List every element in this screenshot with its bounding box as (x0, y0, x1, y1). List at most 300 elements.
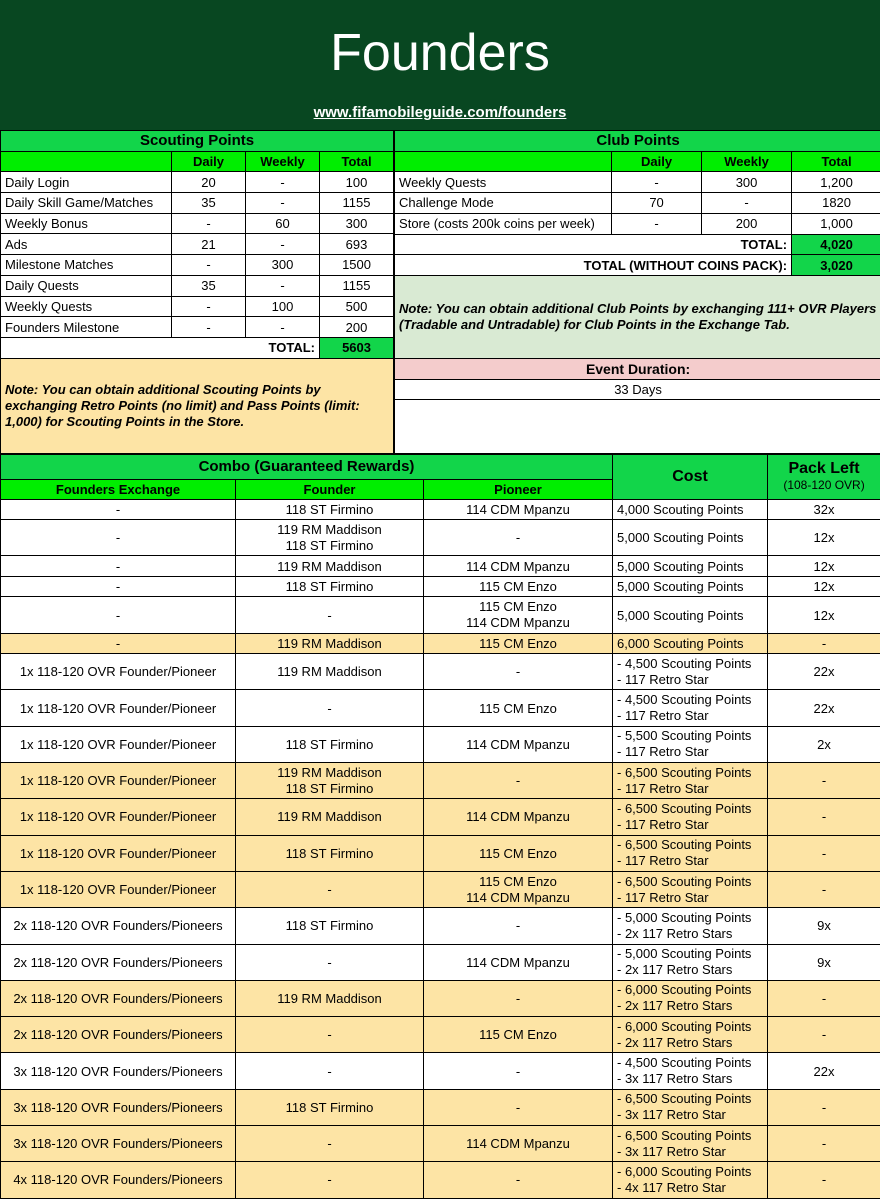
row-daily: - (612, 172, 702, 193)
row-founder (236, 944, 424, 980)
row-cost-line2: - 117 Retro Star (617, 744, 709, 760)
table-row (1, 1162, 880, 1198)
table-row (395, 193, 880, 214)
table-row (1, 296, 394, 317)
row-cost (613, 1017, 768, 1053)
row-exchange: 3x 118-120 OVR Founders/Pioneers (1, 1126, 236, 1162)
table-row (1, 317, 394, 338)
row-cost (613, 576, 768, 597)
row-founder-line1: 119 RM Maddison (277, 990, 382, 1006)
row-cost (613, 980, 768, 1016)
row-pioneer (424, 633, 613, 654)
row-pioneer-line1: 115 CM Enzo (479, 1027, 557, 1043)
row-exchange: 1x 118-120 OVR Founder/Pioneer (1, 799, 236, 835)
row-daily: 21 (172, 234, 246, 255)
row-cost (613, 726, 768, 762)
row-exchange: - (1, 633, 236, 654)
row-daily: 35 (172, 275, 246, 296)
row-pioneer-line1: - (515, 1063, 521, 1079)
row-cost-line2: - 2x 117 Retro Stars (617, 962, 733, 978)
row-pioneer (424, 690, 613, 726)
row-founder (236, 908, 424, 944)
row-pioneer (424, 1126, 613, 1162)
row-pack-left: - (768, 633, 880, 654)
row-daily: - (172, 255, 246, 276)
row-pioneer-line1: 114 CDM Mpanzu (466, 1136, 570, 1152)
row-cost-line1: - 6,500 Scouting Points (617, 764, 752, 780)
row-pioneer (424, 1053, 613, 1089)
club-total2-value: 3,020 (792, 255, 880, 276)
row-total: 1,000 (792, 213, 880, 234)
row-exchange: 1x 118-120 OVR Founder/Pioneer (1, 871, 236, 907)
table-row (1, 556, 880, 577)
table-row (1, 690, 880, 726)
row-weekly: 60 (246, 213, 320, 234)
row-pack-left: - (768, 835, 880, 871)
row-exchange: 1x 118-120 OVR Founder/Pioneer (1, 835, 236, 871)
row-exchange: - (1, 499, 236, 520)
row-pioneer (424, 576, 613, 597)
row-pioneer-line1: - (515, 1172, 521, 1188)
row-cost-line2: - 117 Retro Star (617, 780, 709, 796)
row-pioneer (424, 799, 613, 835)
row-cost (613, 799, 768, 835)
row-founder-line1: 118 ST Firmino (285, 501, 374, 517)
row-total: 500 (320, 296, 394, 317)
row-total: 1155 (320, 193, 394, 214)
table-row (1, 234, 394, 255)
row-cost-line1: - 5,000 Scouting Points (617, 946, 752, 962)
row-pioneer-line1: 115 CM Enzo (479, 845, 557, 861)
row-total: 1155 (320, 275, 394, 296)
row-cost (613, 835, 768, 871)
row-founder (236, 835, 424, 871)
row-pioneer-line1: 115 CM Enzo (479, 635, 557, 651)
row-pack-left: 2x (768, 726, 880, 762)
cost-header: Cost (613, 454, 768, 499)
row-name: Ads (1, 234, 172, 255)
row-cost (613, 633, 768, 654)
table-row (1, 944, 880, 980)
row-founder (236, 799, 424, 835)
club-note: Note: You can obtain additional Club Points by exchanging 111+ OVR Players (Tradable and Untradable) for Club Points in the Exchange Tab. (395, 275, 880, 358)
row-pack-left: 22x (768, 1053, 880, 1089)
row-cost-line1: - 6,000 Scouting Points (617, 1163, 752, 1179)
row-exchange: 2x 118-120 OVR Founders/Pioneers (1, 944, 236, 980)
club-col-weekly: Weekly (702, 151, 792, 172)
row-cost-line2: - 117 Retro Star (617, 816, 709, 832)
row-founder (236, 690, 424, 726)
club-total-label: TOTAL: (395, 234, 792, 255)
col-founder: Founder (236, 479, 424, 499)
table-row (1, 835, 880, 871)
row-cost (613, 556, 768, 577)
row-daily: - (172, 213, 246, 234)
row-cost-line1: - 6,000 Scouting Points (617, 982, 752, 998)
table-row (1, 1053, 880, 1089)
table-row (1, 499, 880, 520)
row-pioneer (424, 1162, 613, 1198)
row-cost (613, 908, 768, 944)
row-pack-left: - (768, 980, 880, 1016)
row-founder-line1: 118 ST Firmino (285, 1099, 374, 1115)
row-founder-line1: 119 RM Maddison (277, 521, 382, 537)
club-col-name (395, 151, 612, 172)
row-cost-line1: - 4,500 Scouting Points (617, 655, 752, 671)
row-daily: 20 (172, 172, 246, 193)
scouting-total-label: TOTAL: (1, 337, 320, 358)
row-pioneer (424, 944, 613, 980)
scouting-col-name (1, 151, 172, 172)
row-pack-left: 12x (768, 597, 880, 633)
row-pioneer (424, 1089, 613, 1125)
row-pioneer (424, 654, 613, 690)
row-pack-left: - (768, 871, 880, 907)
table-row (1, 597, 880, 633)
table-row (1, 576, 880, 597)
row-pack-left: - (768, 1126, 880, 1162)
page-title: Founders (330, 24, 550, 82)
row-pioneer-line2: 114 CDM Mpanzu (466, 615, 570, 630)
row-founder (236, 763, 424, 799)
table-row (1, 1017, 880, 1053)
row-founder (236, 1126, 424, 1162)
combo-title: Combo (Guaranteed Rewards) (1, 454, 613, 479)
row-pack-left: - (768, 1089, 880, 1125)
row-pioneer-line1: 115 CM Enzo (479, 579, 557, 595)
row-pioneer-line1: 114 CDM Mpanzu (466, 736, 570, 752)
row-pioneer-line1: 115 CM Enzo (479, 599, 557, 614)
row-pioneer (424, 556, 613, 577)
row-founder-line1: 119 RM Maddison (277, 664, 382, 680)
scouting-note: Note: You can obtain additional Scouting Points by exchanging Retro Points (no limit) and Pass Points (limit: 1,000) for Scouting Points in the Store. (1, 358, 394, 453)
row-weekly: 200 (702, 213, 792, 234)
row-cost-line1: - 5,000 Scouting Points (617, 909, 752, 925)
table-row (395, 213, 880, 234)
row-pioneer-line1: - (515, 918, 521, 934)
club-title: Club Points (395, 131, 880, 152)
row-daily: 35 (172, 193, 246, 214)
row-weekly: - (246, 234, 320, 255)
row-name: Weekly Quests (395, 172, 612, 193)
row-pioneer-line1: - (515, 530, 521, 546)
scouting-col-total: Total (320, 151, 394, 172)
row-exchange: - (1, 556, 236, 577)
row-pioneer-line1: - (515, 1099, 521, 1115)
row-founder (236, 1089, 424, 1125)
table-row (1, 213, 394, 234)
row-cost (613, 1162, 768, 1198)
row-name: Founders Milestone (1, 317, 172, 338)
row-daily: - (172, 317, 246, 338)
row-cost (613, 763, 768, 799)
row-pack-left: 32x (768, 499, 880, 520)
row-pioneer (424, 1017, 613, 1053)
row-founder-line1: - (327, 882, 332, 898)
club-col-total: Total (792, 151, 880, 172)
table-row (1, 980, 880, 1016)
row-cost-line2: - 2x 117 Retro Stars (617, 925, 733, 941)
row-founder-line1: 119 RM Maddison (277, 635, 382, 651)
row-cost-line1: - 6,500 Scouting Points (617, 1127, 752, 1143)
row-pack-left: 22x (768, 690, 880, 726)
row-pioneer-line1: - (515, 664, 521, 680)
row-cost-line2: - 117 Retro Star (617, 853, 709, 869)
row-founder (236, 871, 424, 907)
combo-table (0, 454, 880, 1199)
row-pioneer-line1: - (515, 990, 521, 1006)
event-duration-value: 33 Days (395, 379, 880, 400)
row-weekly: - (246, 317, 320, 338)
row-founder-line2: 118 ST Firmino (285, 780, 374, 796)
table-row (1, 871, 880, 907)
table-row (1, 633, 880, 654)
row-founder-line1: - (327, 700, 332, 716)
row-cost (613, 654, 768, 690)
row-pack-left: 9x (768, 908, 880, 944)
scouting-col-daily: Daily (172, 151, 246, 172)
row-cost-line1: 5,000 Scouting Points (617, 558, 744, 574)
row-pioneer (424, 726, 613, 762)
row-pioneer-line2: 114 CDM Mpanzu (466, 889, 570, 905)
row-name: Challenge Mode (395, 193, 612, 214)
row-name: Weekly Bonus (1, 213, 172, 234)
scouting-title: Scouting Points (1, 131, 394, 152)
club-total-value: 4,020 (792, 234, 880, 255)
table-row (1, 255, 394, 276)
row-founder-line1: 119 RM Maddison (277, 558, 382, 574)
row-total: 1,200 (792, 172, 880, 193)
row-founder-line2: 118 ST Firmino (285, 537, 374, 553)
row-founder (236, 520, 424, 556)
site-url-link[interactable]: www.fifamobileguide.com/founders (313, 104, 567, 121)
row-pioneer (424, 499, 613, 520)
row-pioneer (424, 520, 613, 556)
row-daily: - (172, 296, 246, 317)
row-cost (613, 499, 768, 520)
row-cost-line1: 5,000 Scouting Points (617, 579, 744, 595)
col-founders-exchange: Founders Exchange (1, 479, 236, 499)
row-founder (236, 633, 424, 654)
row-founder-line1: - (327, 1136, 332, 1152)
table-row (1, 726, 880, 762)
scouting-col-weekly: Weekly (246, 151, 320, 172)
row-weekly: - (246, 275, 320, 296)
row-cost-line1: 5,000 Scouting Points (617, 607, 744, 623)
row-cost-line1: - 5,500 Scouting Points (617, 728, 752, 744)
row-cost (613, 1126, 768, 1162)
row-pioneer (424, 980, 613, 1016)
club-total2-label: TOTAL (WITHOUT COINS PACK): (395, 255, 792, 276)
row-cost-line1: - 4,500 Scouting Points (617, 1055, 752, 1071)
row-cost-line2: - 117 Retro Star (617, 889, 709, 905)
table-row (1, 799, 880, 835)
row-daily: - (612, 213, 702, 234)
row-pioneer (424, 871, 613, 907)
row-cost-line1: - 6,500 Scouting Points (617, 1091, 752, 1107)
row-cost-line1: 6,000 Scouting Points (617, 635, 744, 651)
pack-left-header (768, 454, 880, 499)
row-cost (613, 597, 768, 633)
row-founder (236, 576, 424, 597)
combo-rows (1, 499, 880, 1198)
row-cost-line1: 4,000 Scouting Points (617, 501, 744, 517)
row-exchange: - (1, 576, 236, 597)
row-founder (236, 1017, 424, 1053)
table-row (1, 1126, 880, 1162)
row-founder (236, 556, 424, 577)
scouting-rows (1, 172, 394, 338)
row-pioneer-line1: 114 CDM Mpanzu (466, 809, 570, 825)
row-cost (613, 690, 768, 726)
row-cost-line2: - 2x 117 Retro Stars (617, 998, 733, 1014)
row-pack-left: - (768, 763, 880, 799)
pack-left-sub: (108-120 OVR) (783, 477, 865, 492)
row-exchange: 2x 118-120 OVR Founders/Pioneers (1, 1017, 236, 1053)
row-pioneer (424, 763, 613, 799)
table-row (1, 1089, 880, 1125)
empty-cell (395, 400, 880, 453)
row-founder-line1: 119 RM Maddison (277, 809, 382, 825)
row-weekly: - (246, 172, 320, 193)
row-pioneer-line1: 115 CM Enzo (479, 873, 557, 889)
row-cost-line1: 5,000 Scouting Points (617, 530, 744, 546)
row-cost-line1: - 6,000 Scouting Points (617, 1018, 752, 1034)
row-exchange: 1x 118-120 OVR Founder/Pioneer (1, 654, 236, 690)
row-cost (613, 520, 768, 556)
row-name: Milestone Matches (1, 255, 172, 276)
row-exchange: - (1, 520, 236, 556)
row-pioneer-line1: 115 CM Enzo (479, 700, 557, 716)
row-cost-line2: - 3x 117 Retro Stars (617, 1071, 733, 1087)
row-pack-left: 12x (768, 556, 880, 577)
row-exchange: 1x 118-120 OVR Founder/Pioneer (1, 763, 236, 799)
row-pack-left: 12x (768, 576, 880, 597)
row-founder-line1: - (327, 1172, 332, 1188)
row-pioneer (424, 835, 613, 871)
row-weekly: - (246, 193, 320, 214)
table-row (395, 172, 880, 193)
row-weekly: 300 (246, 255, 320, 276)
row-pioneer-line1: 114 CDM Mpanzu (466, 954, 570, 970)
table-row (1, 908, 880, 944)
row-pack-left: - (768, 1017, 880, 1053)
row-weekly: 300 (702, 172, 792, 193)
row-cost-line1: - 6,500 Scouting Points (617, 837, 752, 853)
row-name: Store (costs 200k coins per week) (395, 213, 612, 234)
row-exchange: 2x 118-120 OVR Founders/Pioneers (1, 908, 236, 944)
row-founder (236, 1053, 424, 1089)
club-rows (395, 172, 880, 234)
row-pioneer-line1: 114 CDM Mpanzu (466, 558, 570, 574)
row-pioneer (424, 908, 613, 944)
row-pioneer (424, 597, 613, 633)
row-cost-line2: - 2x 117 Retro Stars (617, 1034, 733, 1050)
row-pack-left: - (768, 799, 880, 835)
event-duration-label: Event Duration: (395, 359, 880, 380)
row-name: Daily Quests (1, 275, 172, 296)
row-name: Daily Skill Game/Matches (1, 193, 172, 214)
row-founder (236, 499, 424, 520)
row-pack-left: - (768, 1162, 880, 1198)
scouting-points-table (0, 130, 394, 454)
row-founder-line1: - (327, 1027, 332, 1043)
row-cost-line2: - 3x 117 Retro Star (617, 1143, 726, 1159)
row-founder (236, 597, 424, 633)
table-row (1, 654, 880, 690)
row-total: 693 (320, 234, 394, 255)
row-cost-line1: - 6,500 Scouting Points (617, 800, 752, 816)
row-exchange: 3x 118-120 OVR Founders/Pioneers (1, 1053, 236, 1089)
row-pioneer-line1: 114 CDM Mpanzu (466, 501, 570, 517)
row-pack-left: 12x (768, 520, 880, 556)
row-pack-left: 22x (768, 654, 880, 690)
row-exchange: 2x 118-120 OVR Founders/Pioneers (1, 980, 236, 1016)
row-cost-line2: - 117 Retro Star (617, 671, 709, 687)
row-total: 300 (320, 213, 394, 234)
club-col-daily: Daily (612, 151, 702, 172)
row-cost (613, 871, 768, 907)
row-name: Daily Login (1, 172, 172, 193)
row-total: 1820 (792, 193, 880, 214)
row-exchange: 1x 118-120 OVR Founder/Pioneer (1, 690, 236, 726)
row-founder-line1: 118 ST Firmino (285, 845, 374, 861)
row-cost (613, 1053, 768, 1089)
row-cost (613, 1089, 768, 1125)
row-cost-line2: - 117 Retro Star (617, 708, 709, 724)
table-row (1, 193, 394, 214)
row-total: 1500 (320, 255, 394, 276)
row-daily: 70 (612, 193, 702, 214)
row-founder (236, 726, 424, 762)
row-founder-line1: - (327, 1063, 332, 1079)
pack-left-label: Pack Left (788, 459, 860, 477)
row-cost (613, 944, 768, 980)
row-exchange: - (1, 597, 236, 633)
row-cost-line1: - 6,500 Scouting Points (617, 873, 752, 889)
row-cost-line1: - 4,500 Scouting Points (617, 692, 752, 708)
row-cost-line2: - 3x 117 Retro Star (617, 1107, 726, 1123)
scouting-total-value: 5603 (320, 337, 394, 358)
row-founder-line1: 118 ST Firmino (285, 579, 374, 595)
row-exchange: 3x 118-120 OVR Founders/Pioneers (1, 1089, 236, 1125)
page-header (0, 0, 880, 130)
row-exchange: 4x 118-120 OVR Founders/Pioneers (1, 1162, 236, 1198)
row-founder (236, 654, 424, 690)
row-founder-line1: 119 RM Maddison (277, 764, 382, 780)
row-founder-line1: - (327, 954, 332, 970)
row-exchange: 1x 118-120 OVR Founder/Pioneer (1, 726, 236, 762)
table-row (1, 763, 880, 799)
row-founder-line1: 118 ST Firmino (285, 736, 374, 752)
top-section (0, 130, 880, 454)
row-founder (236, 1162, 424, 1198)
table-row (1, 172, 394, 193)
row-cost-line2: - 4x 117 Retro Star (617, 1179, 726, 1195)
table-row (1, 520, 880, 556)
row-total: 100 (320, 172, 394, 193)
table-row (1, 275, 394, 296)
row-pioneer-line1: - (515, 773, 521, 789)
col-pioneer: Pioneer (424, 479, 613, 499)
row-total: 200 (320, 317, 394, 338)
row-founder-line1: 118 ST Firmino (285, 918, 374, 934)
row-founder (236, 980, 424, 1016)
row-weekly: - (702, 193, 792, 214)
row-weekly: 100 (246, 296, 320, 317)
row-pack-left: 9x (768, 944, 880, 980)
row-founder-line1: - (327, 607, 332, 623)
